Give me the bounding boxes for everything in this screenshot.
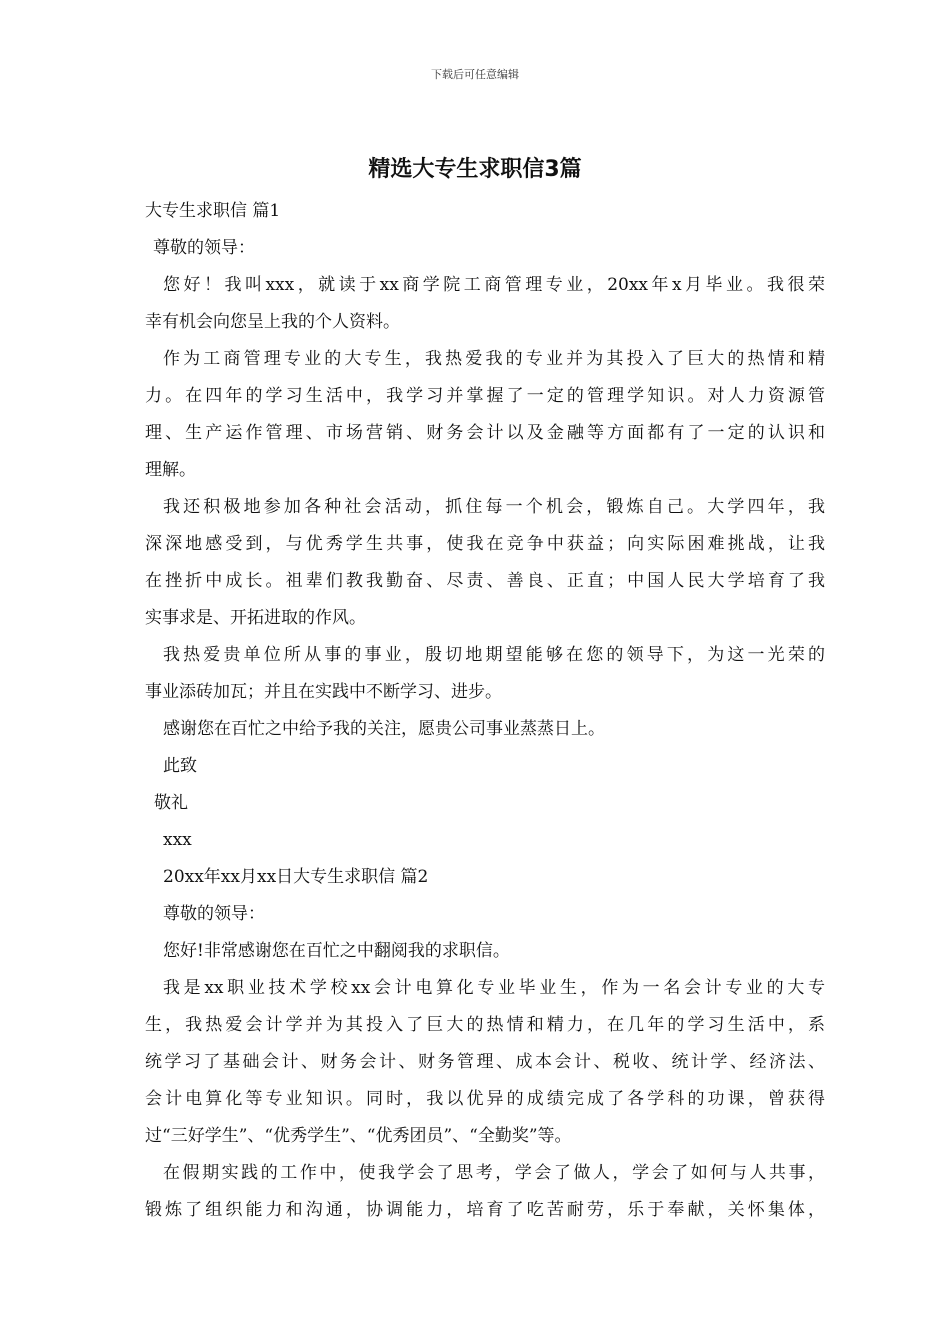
body-line: 大专生求职信 篇1 bbox=[145, 201, 281, 221]
body-line: 此致 bbox=[163, 756, 197, 776]
document-body bbox=[145, 193, 825, 1229]
body-line: 事业添砖加瓦；并且在实践中不断学习、进步。 bbox=[145, 682, 502, 702]
body-line: 在假期实践的工作中，使我学会了思考，学会了做人，学会了如何与人共事， bbox=[163, 1163, 825, 1183]
body-line: 理、生产运作管理、市场营销、财务会计以及金融等方面都有了一定的认识和 bbox=[145, 423, 825, 443]
body-line: 幸有机会向您呈上我的个人资料。 bbox=[145, 312, 400, 332]
body-line: 敬礼 bbox=[154, 793, 188, 813]
body-line: 您好！我叫xxx，就读于xx商学院工商管理专业，20xx年x月毕业。我很荣 bbox=[163, 275, 825, 295]
body-line: 生，我热爱会计学并为其投入了巨大的热情和精力，在几年的学习生活中，系 bbox=[145, 1015, 825, 1035]
body-line: xxx bbox=[163, 830, 192, 850]
document-title: 精选大专生求职信3篇 bbox=[368, 157, 582, 182]
body-line: 我是xx职业技术学校xx会计电算化专业毕业生，作为一名会计专业的大专 bbox=[163, 978, 825, 998]
body-line: 实事求是、开拓进取的作风。 bbox=[145, 608, 366, 628]
body-line: 会计电算化等专业知识。同时，我以优异的成绩完成了各学科的功课，曾获得 bbox=[145, 1089, 825, 1109]
body-line: 锻炼了组织能力和沟通，协调能力，培育了吃苦耐劳，乐于奉献，关怀集体， bbox=[145, 1200, 825, 1220]
body-line: 统学习了基础会计、财务会计、财务管理、成本会计、税收、统计学、经济法、 bbox=[145, 1052, 825, 1072]
header-note: 下载后可任意编辑 bbox=[431, 68, 519, 81]
body-line: 我还积极地参加各种社会活动，抓住每一个机会，锻炼自己。大学四年，我 bbox=[163, 497, 825, 517]
body-line: 尊敬的领导： bbox=[163, 904, 265, 924]
body-line: 作为工商管理专业的大专生，我热爱我的专业并为其投入了巨大的热情和精 bbox=[163, 349, 825, 369]
body-line: 过“三好学生”、“优秀学生”、“优秀团员”、“全勤奖”等。 bbox=[145, 1126, 572, 1146]
body-line: 力。在四年的学习生活中，我学习并掌握了一定的管理学知识。对人力资源管 bbox=[145, 386, 825, 406]
body-line: 尊敬的领导： bbox=[153, 238, 255, 258]
body-line: 深深地感受到，与优秀学生共事，使我在竞争中获益；向实际困难挑战，让我 bbox=[145, 534, 825, 554]
body-line: 在挫折中成长。祖辈们教我勤奋、尽责、善良、正直；中国人民大学培育了我 bbox=[145, 571, 825, 591]
body-line: 理解。 bbox=[145, 460, 196, 480]
body-line: 感谢您在百忙之中给予我的关注，愿贵公司事业蒸蒸日上。 bbox=[163, 719, 605, 739]
body-line: 我热爱贵单位所从事的事业，殷切地期望能够在您的领导下，为这一光荣的 bbox=[163, 645, 825, 665]
body-line: 您好!非常感谢您在百忙之中翻阅我的求职信。 bbox=[163, 941, 510, 961]
body-line: 20xx年xx月xx日大专生求职信 篇2 bbox=[163, 867, 429, 887]
